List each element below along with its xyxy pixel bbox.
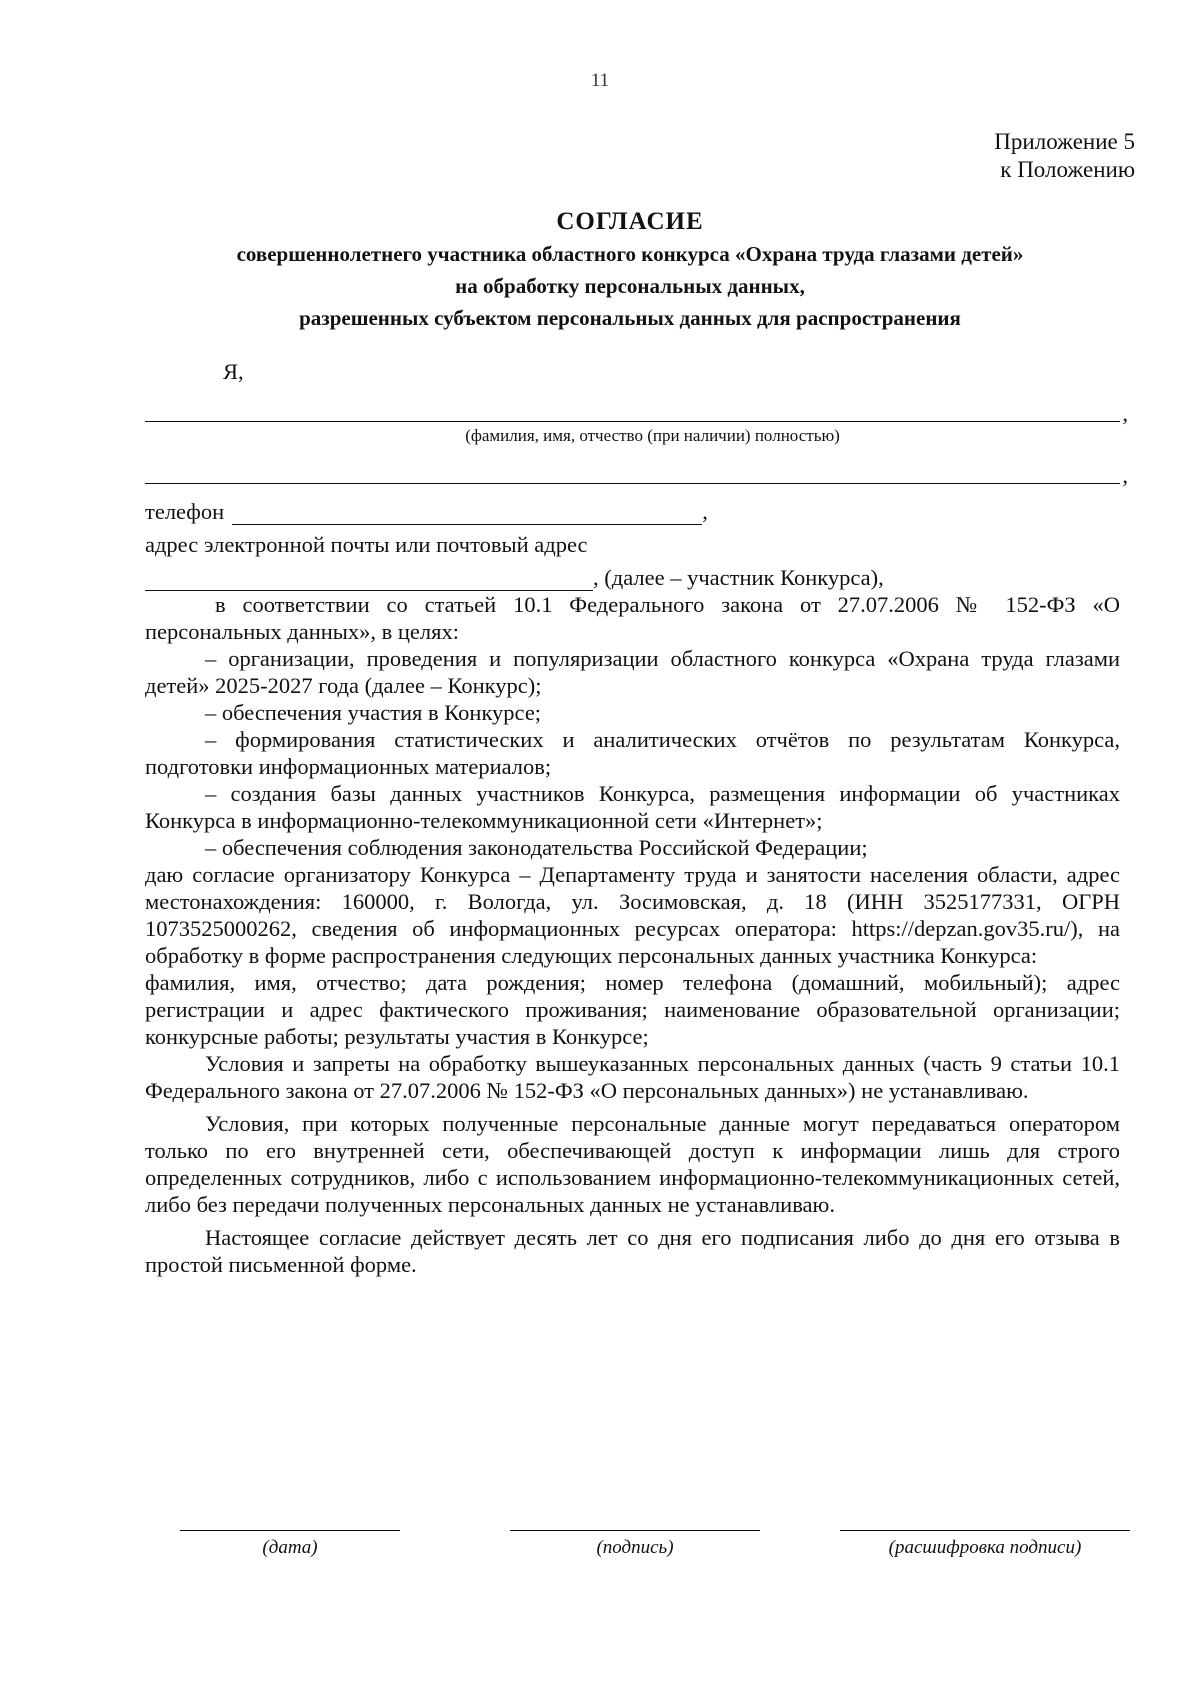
comma: , [1122, 401, 1128, 426]
appendix-line-2: к Положению [1000, 157, 1135, 182]
email-row [145, 564, 1120, 591]
page-number: 11 [590, 70, 610, 91]
title-main: СОГЛАСИЕ [556, 208, 704, 235]
paragraph-legal-basis: в соответствии со статьей 10.1 Федерального закона от 27.07.2006 № 152-ФЗ «О персональных данных», в целях: [145, 592, 1120, 644]
signature-line [510, 1530, 760, 1531]
appendix-line-1: Приложение 5 [994, 129, 1135, 154]
document-body [145, 358, 1128, 1278]
signature-block[interactable] [510, 1530, 760, 1559]
paragraph-purpose-2: – обеспечения участия в Конкурсе; [205, 700, 542, 725]
phone-row [145, 498, 1120, 525]
paragraph-data-list: фамилия, имя, отчество; дата рождения; номер телефона (домашний, мобильный); адрес регистрации и адрес фактического проживания; наименование образовательной организации; конкурсные работы; результаты участия в Конкурсе; [145, 970, 1120, 1049]
paragraph-purpose-4: – создания базы данных участников Конкурса, размещения информации об участниках Конкурса в информационно-телекоммуникационной сети «Интернет»; [145, 781, 1120, 833]
signature-area [180, 1530, 1130, 1590]
paragraph-purpose-3: – формирования статистических и аналитических отчётов по результатам Конкурса, подготовки информационных материалов; [145, 727, 1120, 779]
decryption-block[interactable] [840, 1530, 1130, 1559]
full-name-field-2[interactable] [145, 463, 1128, 488]
paragraph-transfer: Условия, при которых полученные персональные данные могут передаваться оператором только по его внутренней сети, обеспечивающей доступ к информации лишь для строго определенных сотрудников, либо с использованием информационно-телекоммуникационных сетей, либо без передачи полученных персональных данных не устанавливаю. [145, 1111, 1120, 1217]
comma: , [1122, 463, 1128, 488]
signature-caption: (подпись) [596, 1537, 674, 1558]
paragraph-purpose-5: – обеспечения соблюдения законодательства Российской Федерации; [205, 835, 868, 860]
email-field[interactable] [145, 568, 593, 591]
paragraph-purpose-1: – организации, проведения и популяризации областного конкурса «Охрана труда глазами детей» 2025-2027 года (далее – Конкурс); [145, 646, 1120, 698]
document-title [150, 206, 1110, 334]
full-name-field[interactable] [145, 401, 1128, 426]
participant-suffix: , (далее – участник Конкурса), [593, 565, 884, 590]
ya-label: Я, [223, 359, 244, 384]
appendix-reference [994, 128, 1135, 184]
date-signature-block[interactable] [180, 1530, 400, 1559]
decryption-line [840, 1530, 1130, 1531]
date-caption: (дата) [262, 1537, 318, 1558]
paragraph-conditions: Условия и запреты на обработку вышеуказанных персональных данных (часть 9 статьи 10.1 Федерального закона от 27.07.2006 № 152-ФЗ «О персональных данных») не устанавливаю. [145, 1051, 1120, 1103]
email-label: адрес электронной почты или почтовый адрес [145, 532, 588, 557]
paragraph-consent: даю согласие организатору Конкурса – Департаменту труда и занятости населения области, адрес местонахождения: 160000, г. Вологда, ул. Зосимовская, д. 18 (ИНН 3525177331, ОГРН 1073525000262, сведения об информационных ресурсах оператора: https://depzan.gov35.ru/), на обработку в форме распространения следующих персональных данных участника Конкурса: [145, 862, 1120, 968]
phone-label: телефон [145, 499, 225, 524]
date-line [180, 1530, 400, 1531]
title-line-2: на обработку персональных данных, [455, 274, 805, 298]
full-name-hint: (фамилия, имя, отчество (при наличии) полностью) [465, 426, 840, 445]
phone-field[interactable] [232, 502, 702, 525]
decryption-caption: (расшифровка подписи) [888, 1537, 1082, 1558]
title-line-3: разрешенных субъектом персональных данных для распространения [299, 306, 961, 330]
paragraph-validity: Настоящее согласие действует десять лет со дня его подписания либо до дня его отзыва в простой письменной форме. [145, 1225, 1120, 1277]
comma: , [702, 499, 708, 524]
title-line-1: совершеннолетнего участника областного конкурса «Охрана труда глазами детей» [236, 242, 1024, 266]
